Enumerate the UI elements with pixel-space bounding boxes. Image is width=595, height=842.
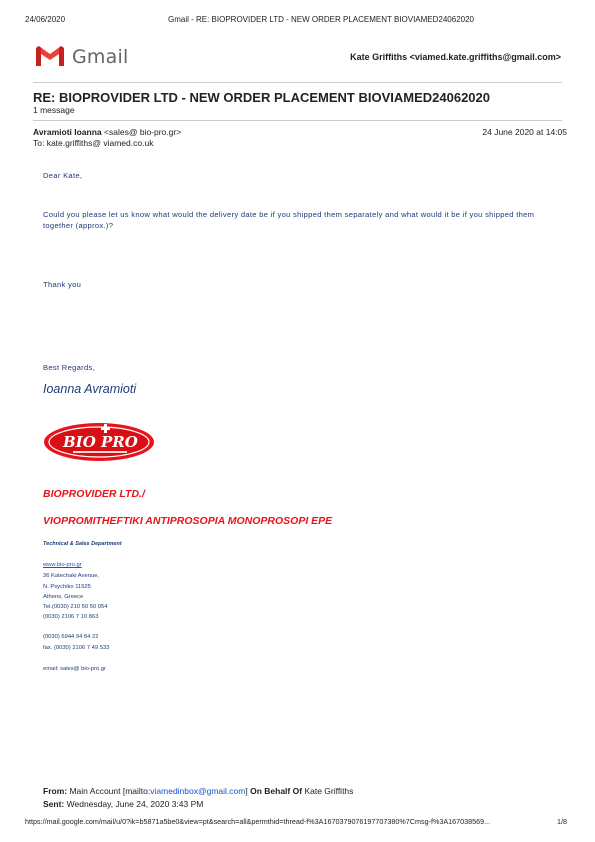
- gmail-wordmark: Gmail: [72, 46, 129, 68]
- department: Technical & Sales Department: [43, 541, 122, 547]
- from-email-link[interactable]: viamedinbox@gmail.com: [150, 786, 246, 796]
- divider: [33, 120, 562, 121]
- website-link[interactable]: www.bio-pro.gr: [43, 562, 82, 568]
- company-name-1: BIOPROVIDER LTD./: [43, 488, 145, 500]
- signature-name: Ioanna Avramioti: [43, 382, 137, 396]
- address-line-2: N. Psychiko 11525: [43, 584, 91, 590]
- company-name-2: VIOPROMITHEFTIKI ANTIPROSOPIA MONOPROSOPI EPE: [43, 515, 333, 527]
- gmail-logo-icon: [35, 45, 65, 67]
- telephone-1: Tel.(0030) 210 50 50 054: [43, 604, 108, 610]
- fax: fax. (0030) 2106 7 49 533: [43, 645, 110, 651]
- message-count: 1 message: [33, 105, 75, 115]
- print-url: https://mail.google.com/mail/u/0?ik=b5871a5be0&view=pt&search=all&permthid=thread-f%3A1670379076197707380%7Cmsg-f%3A167038569...: [25, 817, 491, 826]
- message-date: 24 June 2020 at 14:05: [482, 127, 567, 137]
- account-label: Kate Griffiths <viamed.kate.griffiths@gmail.com>: [350, 52, 561, 62]
- thanks-line: Thank you: [43, 280, 82, 289]
- regards-line: Best Regards,: [43, 363, 96, 372]
- signature-email: email: sales@ bio-pro.gr: [43, 666, 106, 672]
- logo-wordmark: BIO PRO: [63, 433, 138, 451]
- body-line-2: together (approx.)?: [43, 221, 114, 230]
- thread-subject: RE: BIOPROVIDER LTD - NEW ORDER PLACEMENT BIOVIAMED24062020: [33, 90, 490, 105]
- print-title: Gmail - RE: BIOPROVIDER LTD - NEW ORDER PLACEMENT BIOVIAMED24062020: [168, 15, 474, 24]
- recipient: To: kate.griffiths@ viamed.co.uk: [33, 138, 154, 148]
- sender: [33, 127, 181, 137]
- bio-pro-logo: [43, 422, 155, 462]
- address-line-3: Athens, Greece: [43, 594, 84, 600]
- address-line-1: 36 Katechaki Avenue,: [43, 573, 99, 579]
- page-number: 1/8: [557, 817, 567, 826]
- divider: [33, 82, 562, 83]
- forwarded-sent: Sent: Wednesday, June 24, 2020 3:43 PM: [43, 799, 204, 809]
- greeting: Dear Kate,: [43, 171, 83, 180]
- body-line-1: Could you please let us know what would the delivery date be if you shipped them separately and what would it be if you shipped them: [43, 210, 535, 219]
- telephone-2: (0030) 2106 7 10 863: [43, 614, 99, 620]
- print-date: 24/06/2020: [25, 15, 66, 24]
- sender-name: Avramioti Ioanna: [33, 127, 102, 137]
- mobile: (0030) 6944 94 84 22: [43, 634, 99, 640]
- sender-email: <sales@ bio-pro.gr>: [104, 127, 182, 137]
- forwarded-from: From: Main Account [mailto:viamedinbox@gmail.com] On Behalf Of Kate Griffiths: [43, 786, 354, 796]
